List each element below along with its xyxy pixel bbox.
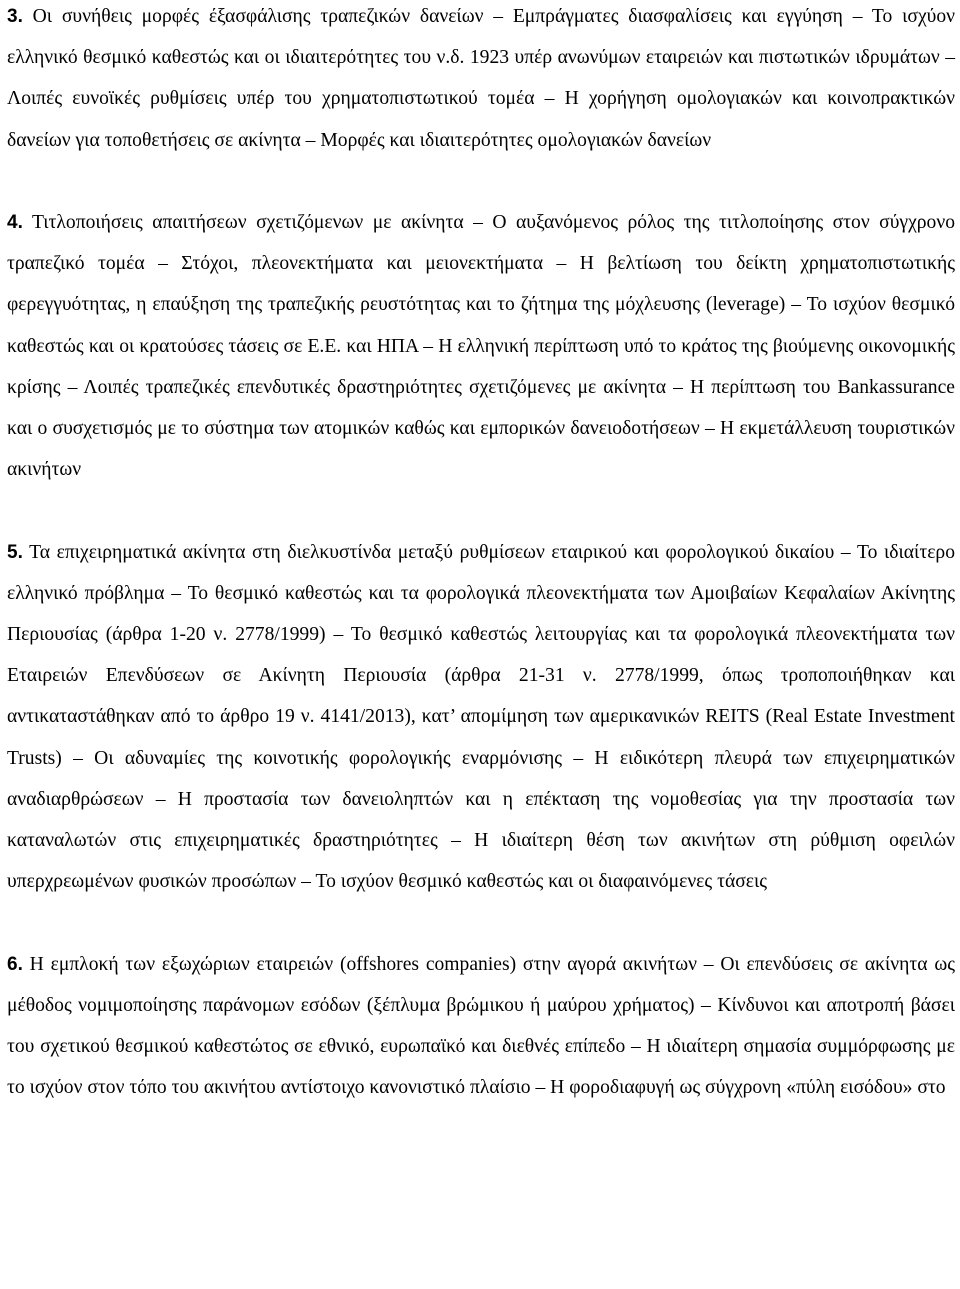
section-number: 6. <box>7 953 23 975</box>
section-number: 3. <box>7 6 23 27</box>
section-text: Τα επιχειρηματικά ακίνητα στη διελκυστίνδα μεταξύ ρυθμίσεων εταιρικού και φορολογικού δικαίου – Το ιδιαίτερο ελληνικό πρόβλημα – Το θεσμικό καθεστώς και τα φορολογικά πλεονεκτήματα των Αμοιβαίων Κεφαλαίων Ακίνητης Περιουσίας (άρθρα 1-20 ν. 2778/1999) – Το θεσμικό καθεστώς λειτουργίας και τα φορολογικά πλεονεκτήματα των Εταιρειών Επενδύσεων σε Ακίνητη Περιουσία (άρθρα 21-31 ν. 2778/1999, όπως τροποποιήθηκαν και αντικαταστάθηκαν από το άρθρο 19 ν. 4141/2013), κατ’ απομίμηση των αμερικανικών REITS (Real Estate Investment Trusts) – Οι αδυναμίες της κοινοτικής φορολογικής εναρμόνισης – Η ειδικότερη πλευρά των επιχειρηματικών αναδιαρθρώσεων – Η προστασία των δανειοληπτών και η επέκταση της νομοθεσίας για την προστασία των καταναλωτών στις επιχειρηματικές δραστηριότητες – Η ιδιαίτερη θέση των ακινήτων στη ρύθμιση οφειλών υπερχρεωμένων φυσικών προσώπων – Το ισχύον θεσμικό καθεστώς και οι διαφαινόμενες τάσεις <box>7 541 955 893</box>
section-number: 5. <box>7 541 23 563</box>
section-item-6 <box>7 944 955 1109</box>
section-item-3 <box>7 0 955 161</box>
section-number: 4. <box>7 212 23 233</box>
section-item-4 <box>7 202 955 490</box>
section-text: Τιτλοποιήσεις απαιτήσεων σχετιζόμενων με ακίνητα – Ο αυξανόμενος ρόλος της τιτλοποίησης στον σύγχρονο τραπεζικό τομέα – Στόχοι, πλεονεκτήματα και μειονεκτήματα – Η βελτίωση του δείκτη χρηματοπιστωτικής φερεγγυότητας, η επαύξηση της τραπεζικής ρευστότητας και το ζήτημα της μόχλευσης (leverage) – Το ισχύον θεσμικό καθεστώς και οι κρατούσες τάσεις σε Ε.Ε. και ΗΠΑ – Η ελληνική περίπτωση υπό το κράτος της βιούμενης οικονομικής κρίσης – Λοιπές τραπεζικές επενδυτικές δραστηριότητες σχετιζόμενες με ακίνητα – Η περίπτωση του Bankassurance και ο συσχετισμός με το σύστημα των ατομικών καθώς και εμπορικών δανειοδοτήσεων – Η εκμετάλλευση τουριστικών ακινήτων <box>7 212 956 481</box>
section-text: Η εμπλοκή των εξωχώριων εταιρειών (offshores companies) στην αγορά ακινήτων – Οι επενδύσεις σε ακίνητα ως μέθοδος νομιμοποίησης παράνομων εσόδων (ξέπλυμα βρώμικου ή μαύρου χρήματος) – Κίνδυνοι και αποτροπή βάσει του σχετικού θεσμικού καθεστώτος σε εθνικό, ευρωπαϊκό και διεθνές επίπεδο – Η ιδιαίτερη σημασία συμμόρφωσης με το ισχύον στον τόπο του ακινήτου αντίστοιχο κανονιστικό πλαίσιο – Η φοροδιαφυγή ως σύγχρονη «πύλη εισόδου» στο <box>7 953 955 1099</box>
section-text: Οι συνήθεις μορφές έξασφάλισης τραπεζικών δανείων – Εμπράγματες διασφαλίσεις και εγγύηση – Το ισχύον ελληνικό θεσμικό καθεστώς και οι ιδιαιτερότητες του ν.δ. 1923 υπέρ ανωνύμων εταιρειών και πιστωτικών ιδρυμάτων – Λοιπές ευνοϊκές ρυθμίσεις υπέρ του χρηματοπιστωτικού τομέα – Η χορήγηση ομολογιακών και κοινοπρακτικών δανείων για τοποθετήσεις σε ακίνητα – Μορφές και ιδιαιτερότητες ομολογιακών δανείων <box>7 6 956 151</box>
section-item-5 <box>7 532 955 903</box>
document-page <box>7 0 955 1108</box>
